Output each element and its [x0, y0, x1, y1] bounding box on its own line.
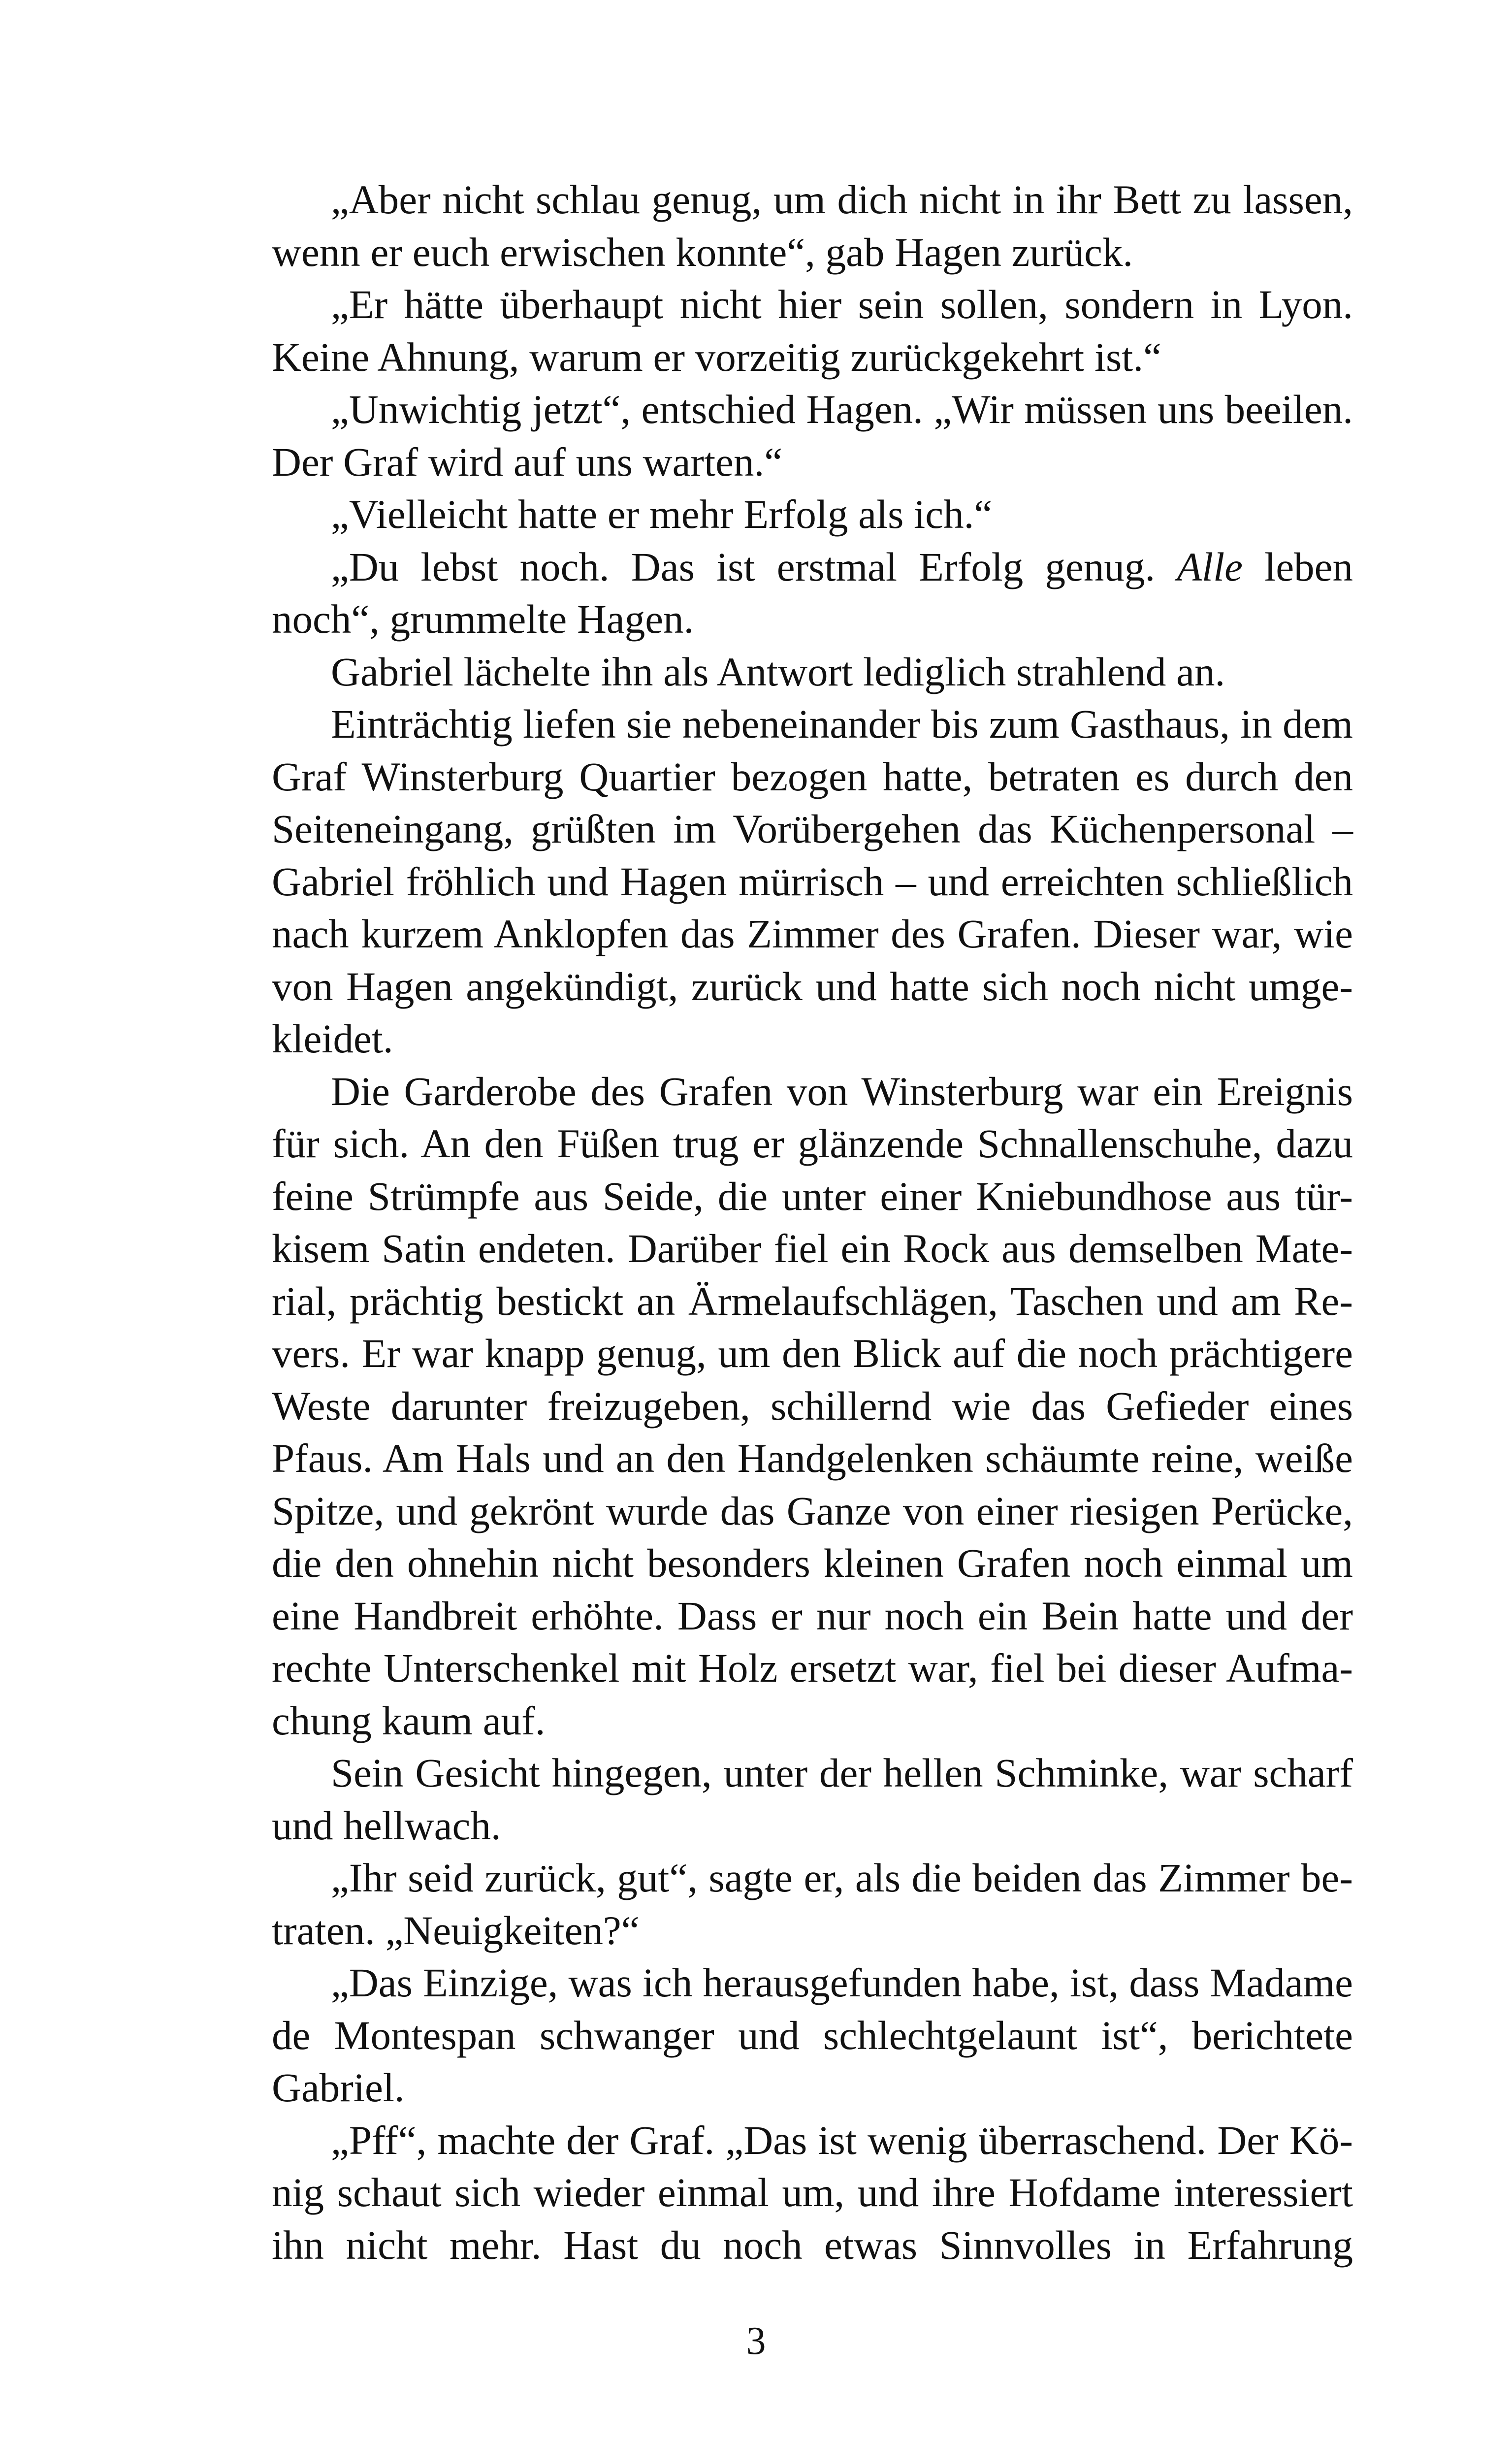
- text-line: nach kurzem Anklopfen das Zimmer des Grafen. Dieser war, wie: [272, 911, 1353, 956]
- text-segment: leben: [1243, 544, 1353, 589]
- text-line: „Unwichtig jetzt“, entschied Hagen. „Wir müssen uns beeilen.: [331, 387, 1353, 432]
- text-line: traten. „Neuigkeiten?“: [272, 1907, 640, 1953]
- text-line: „Das Einzige, was ich herausgefunden habe, ist, dass Madame: [331, 1960, 1353, 2005]
- emphasized-word: Alle: [1177, 544, 1243, 589]
- text-line: Pfaus. Am Hals und an den Handgelenken schäumte reine, weiße: [272, 1435, 1353, 1481]
- text-line: Der Graf wird auf uns warten.“: [272, 439, 783, 485]
- text-line: rechte Unterschenkel mit Holz ersetzt war, fiel bei dieser Aufma-: [272, 1645, 1353, 1691]
- text-line: für sich. An den Füßen trug er glänzende Schnallenschuhe, dazu: [272, 1121, 1353, 1166]
- page-number: 3: [746, 2319, 766, 2363]
- text-line: „Aber nicht schlau genug, um dich nicht in ihr Bett zu lassen,: [331, 177, 1353, 222]
- text-segment: „Du lebst noch. Das ist erstmal Erfolg genug.: [331, 544, 1177, 589]
- text-line: Gabriel lächelte ihn als Antwort lediglich strahlend an.: [331, 649, 1225, 694]
- text-line: „Vielleicht hatte er mehr Erfolg als ich.“: [331, 491, 993, 537]
- text-line: Spitze, und gekrönt wurde das Ganze von einer riesigen Perücke,: [272, 1488, 1353, 1533]
- body-text: [272, 173, 1353, 2271]
- text-line: ihn nicht mehr. Hast du noch etwas Sinnvolles in Erfahrung: [272, 2222, 1353, 2268]
- text-line: Keine Ahnung, warum er vorzeitig zurückgekehrt ist.“: [272, 334, 1161, 380]
- text-line: eine Handbreit erhöhte. Dass er nur noch ein Bein hatte und der: [272, 1593, 1353, 1638]
- text-line: Gabriel.: [272, 2065, 405, 2110]
- text-line: [272, 541, 1353, 593]
- text-line: de Montespan schwanger und schlechtgelaunt ist“, berichtete: [272, 2012, 1353, 2058]
- text-line: Graf Winsterburg Quartier bezogen hatte, betraten es durch den: [272, 753, 1353, 799]
- text-line: vers. Er war knapp genug, um den Blick auf die noch prächtigere: [272, 1331, 1353, 1376]
- text-line: Weste darunter freizugeben, schillernd wie das Gefieder eines: [272, 1383, 1353, 1429]
- text-line: von Hagen angekündigt, zurück und hatte sich noch nicht umge-: [272, 963, 1353, 1009]
- text-line: Einträchtig liefen sie nebeneinander bis zum Gasthaus, in dem: [331, 701, 1353, 747]
- text-line: nig schaut sich wieder einmal um, und ihre Hofdame interessiert: [272, 2170, 1353, 2215]
- text-line: feine Strümpfe aus Seide, die unter einer Kniebundhose aus tür-: [272, 1173, 1353, 1219]
- text-line: wenn er euch erwischen konnte“, gab Hagen zurück.: [272, 229, 1133, 275]
- text-line: Seiteneingang, grüßten im Vorübergehen das Küchenpersonal –: [272, 806, 1353, 851]
- text-line: Die Garderobe des Grafen von Winsterburg war ein Ereignis: [331, 1068, 1353, 1114]
- text-line: Gabriel fröhlich und Hagen mürrisch – und erreichten schließlich: [272, 858, 1353, 904]
- text-line: noch“, grummelte Hagen.: [272, 596, 694, 642]
- text-line: chung kaum auf.: [272, 1697, 546, 1743]
- text-line: Sein Gesicht hingegen, unter der hellen Schminke, war scharf: [331, 1750, 1353, 1795]
- text-line: kisem Satin endeten. Darüber fiel ein Rock aus demselben Mate-: [272, 1226, 1353, 1271]
- text-line: und hellwach.: [272, 1802, 501, 1848]
- text-line: die den ohnehin nicht besonders kleinen Grafen noch einmal um: [272, 1540, 1353, 1586]
- text-line: „Pff“, machte der Graf. „Das ist wenig überraschend. Der Kö-: [331, 2117, 1353, 2163]
- text-line: „Ihr seid zurück, gut“, sagte er, als die beiden das Zimmer be-: [331, 1855, 1353, 1900]
- text-line: rial, prächtig bestickt an Ärmelaufschlägen, Taschen und am Re-: [272, 1278, 1353, 1324]
- text-line: kleidet.: [272, 1016, 393, 1061]
- text-line: „Er hätte überhaupt nicht hier sein sollen, sondern in Lyon.: [331, 282, 1353, 327]
